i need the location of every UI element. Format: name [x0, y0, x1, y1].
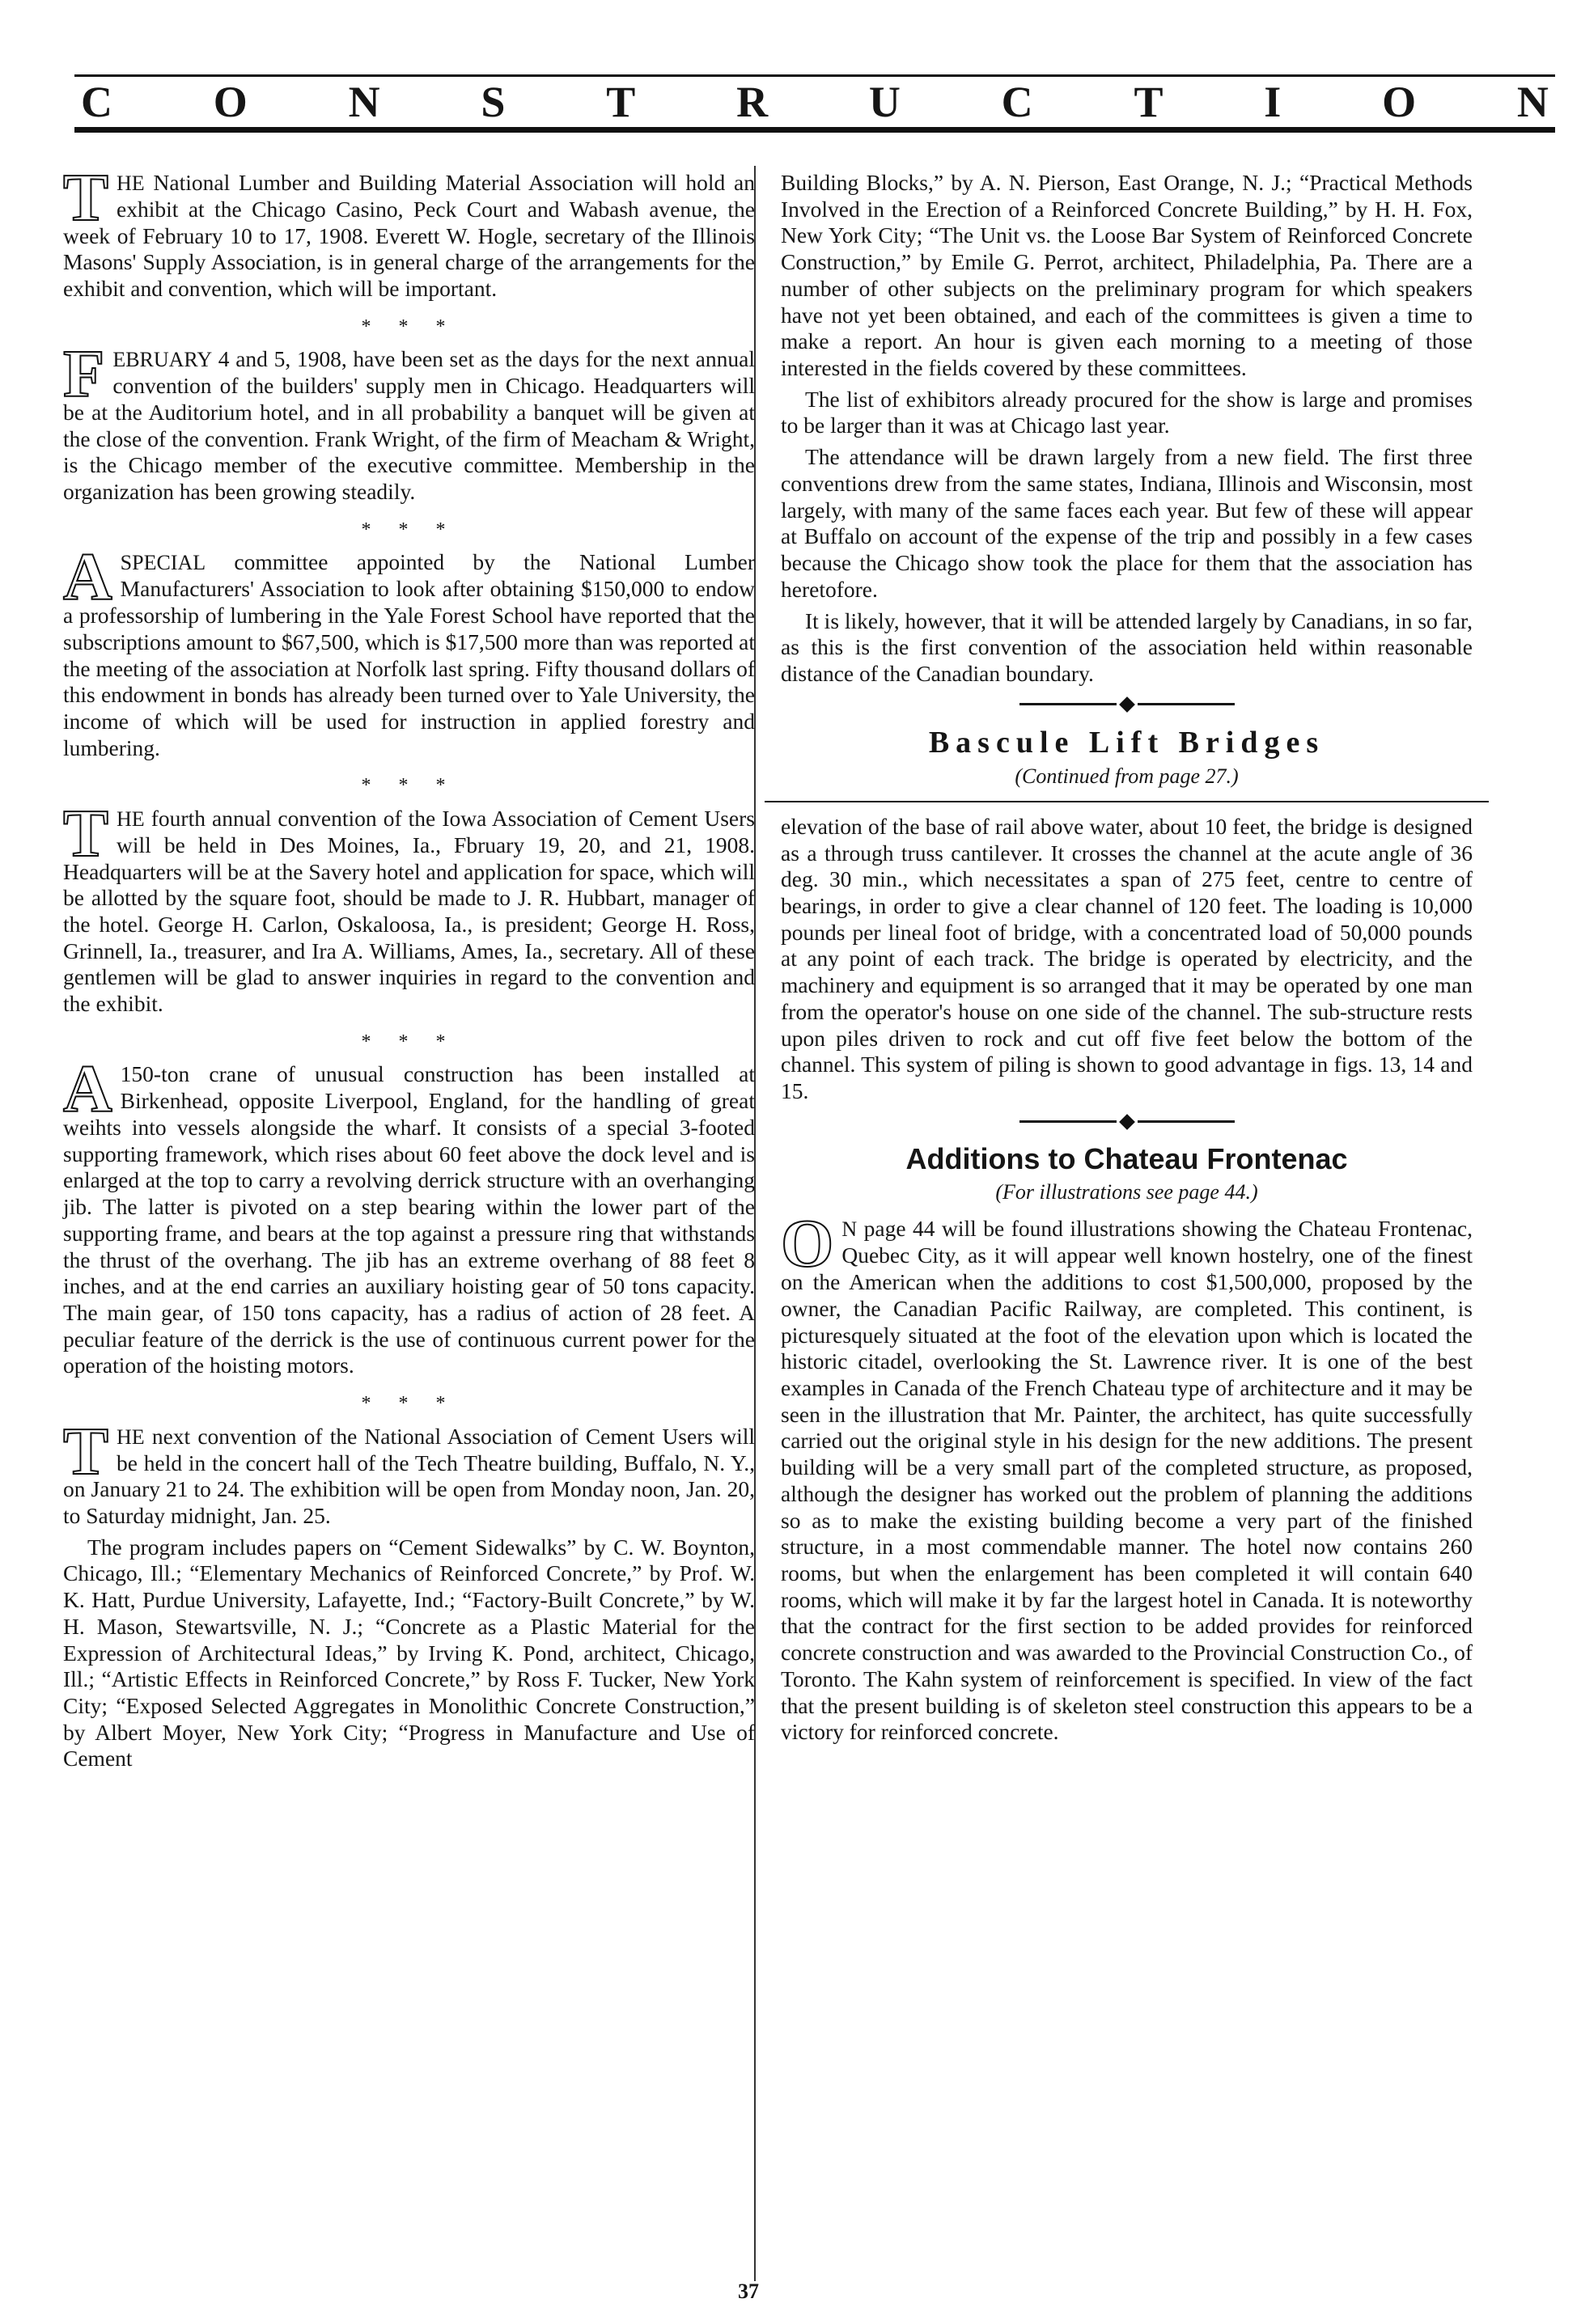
news-text: committee appointed by the National Lumber Manufacturers' Association to look after obtaining $150,000 to endow a professorship of lumbering in the Yale Forest School have reported that the subscriptions amount to $67,500, which is $17,500 more than was reported at the meeting of the association at Norfolk last spring. Fifty thousand dollars of this endowment in bonds has already been turned over to Yale University, the income of which will be used for instruction in applied forestry and lumbering.	[63, 549, 755, 760]
news-paragraph	[63, 540, 755, 761]
masthead-letter: N	[348, 78, 380, 126]
masthead-letter: C	[81, 78, 112, 126]
stars-separator: * * *	[361, 519, 457, 540]
article-body	[781, 1206, 1473, 1746]
section-subtitle: (For illustrations see page 44.)	[995, 1179, 1258, 1204]
ornament-divider	[781, 699, 1473, 710]
news-item	[63, 160, 755, 303]
section-title: Additions to Chateau Frontenac	[905, 1141, 1348, 1175]
news-text: National Lumber and Building Material Association will hold an exhibit at the Chicago Casino, Peck Court and Wabash avenue, the week of February 10 to 17, 1908. Everett W. Hogle, secretary of the Illinois Masons' Supply Association, is in general charge of the arrangements for the exhibit and convention, which will be important.	[63, 170, 755, 302]
article-paragraph: elevation of the base of rail above water, about 10 feet, the bridge is designed as a through truss cantilever. It crosses the channel at the acute angle of 36 deg. 30 min., which necessitates a span of 275 feet, centre to centre of bearings, in order to give a clear channel of 120 feet. The loading is 10,000 pounds per lineal foot of bridge, with a concentrated load of 50,000 pounds at any point of each track. The bridge is operated by electricity, and the machinery and equipment is so arranged that it may be operated by one man from the operator's house on one side of the channel. The sub-structure rests upon piles driven to rock and cut off five feet below the bottom of the channel. This system of piling is shown to good advantage in figs. 13, 14 and 15.	[781, 813, 1473, 1103]
ornament-divider	[781, 1116, 1473, 1128]
drop-cap: A	[63, 1052, 112, 1128]
lead-word: HE	[117, 1424, 145, 1449]
news-paragraph	[63, 1413, 755, 1530]
news-text: 150-ton crane of unusual construction has been installed at Birkenhead, opposite Liverpool, England, for the handling of great weihts into vessels alongside the wharf. It consists of a special 3-footed supporting framework, which rises about 60 feet above the dock level and is enlarged at the top to carry a revolving derrick structure with an overhanging jib. The latter is pivoted on a step bearing within the lower part of the supporting frame, and bears at the top against a pressure ring that withstands the thrust of the overhang. The jib has an extreme overhang of 88 feet 8 inches, and at the end carries an auxiliary hoisting gear of 50 tons capacity. The main gear, of 150 tons capacity, has a radius of action of 28 feet. A peculiar feature of the derrick is the use of continuous current power for the operation of the hoisting motors.	[63, 1061, 755, 1378]
article-text: page 44 will be found illustrations showing the Chateau Frontenac, Quebec City, as it will appear well known hostelry, one of the finest on the American when the additions to cost $1,500,000, proposed by the owner, the Canadian Pacific Railway, are completed. This continent, is picturesquely situated at the foot of the elevation upon which is located the historic citadel, overlooking the St. Lawrence river. It is one of the best examples in Canada of the French Chateau type of architecture and it may be seen in the illustration that Mr. Painter, the architect, has quite successfully carried out the original style in his design for the new additions. The present building will be a very small part of the completed structure, as proposed, although the designer has worked out the problem of planning the additions so as to make the existing building become a very part of the finished structure, in a most commendable manner. The hotel now contains 260 rooms, but when the enlargement has been completed it will contain 640 rooms, which will make it by far the largest hotel in Canada. It is noteworthy that the contract for the first section to be added provides for reinforced concrete construction and was awarded to the Provincial Construction Co., of Toronto. The Kahn system of reinforcement is specified. In view of the fact that the present building is of skeleton steel construction this appears to be a victory for reinforced concrete.	[781, 1216, 1473, 1745]
masthead-letter: U	[868, 78, 901, 126]
drop-cap: T	[63, 160, 109, 235]
stars-separator: * * *	[361, 1393, 457, 1415]
article-paragraph	[781, 1206, 1473, 1746]
drop-cap: A	[63, 540, 112, 616]
lead-word: HE	[117, 171, 145, 195]
stars-separator: * * *	[361, 315, 457, 337]
news-item	[63, 337, 755, 506]
masthead-letter: R	[736, 78, 769, 126]
page-number: 37	[738, 2280, 759, 2303]
masthead-title	[74, 77, 1555, 127]
section-subtitle: (Continued from page 27.)	[1015, 764, 1239, 788]
masthead-letter: T	[1134, 78, 1163, 126]
masthead-letter: N	[1516, 78, 1549, 126]
section-rule	[765, 801, 1489, 802]
masthead-letter: O	[213, 78, 248, 126]
right-column	[781, 170, 1473, 1759]
news-paragraph: The program includes papers on “Cement Sidewalks” by C. W. Boynton, Chicago, Ill.; “Elementary Mechanics of Reinforced Concrete,” by Prof. W. K. Hatt, Purdue University, Lafayette, Ind.; “Factory-Built Concrete,” by W. H. Mason, Stewartsville, N. J.; “Concrete as a Plastic Material for the Expression of Architectural Ideas,” by Irving K. Pond, architect, Chicago, Ill.; “Artistic Effects in Reinforced Concrete,” by Ross F. Tucker, New York City; “Exposed Selected Aggregates in Monolithic Concrete Construction,” by Albert Moyer, New York City; “Progress in Manufacture and Use of Cement	[63, 1534, 755, 1772]
drop-cap: T	[63, 1413, 109, 1489]
continued-paragraph: The attendance will be drawn largely from a new field. The first three conventions drew from the same states, Indiana, Illinois and Wisconsin, most largely, with many of the same faces each year. But few of these will appear at Buffalo on account of the expense of the trip and possibly in a few cases because the Chicago show took the place for them that the association has heretofore.	[781, 444, 1473, 602]
news-item	[63, 1413, 755, 1773]
news-paragraph	[63, 337, 755, 506]
continued-paragraph: The list of exhibitors already procured for the show is large and promises to be larger than it was at Chicago last year.	[781, 386, 1473, 438]
lead-word: N	[841, 1217, 858, 1242]
masthead	[74, 74, 1555, 133]
masthead-letter: I	[1264, 78, 1282, 126]
diamond-icon	[1119, 696, 1135, 713]
continued-paragraph: Building Blocks,” by A. N. Pierson, East Orange, N. J.; “Practical Methods Involved in the Erection of a Reinforced Concrete Building,” by H. H. Fox, New York City; “The Unit vs. the Loose Bar System of Reinforced Concrete Construction,” by Emile G. Perrot, architect, Philadelphia, Pa. There are a number of other subjects on the preliminary program for which speakers have not yet been obtained, and each of the committees is given a time to make a report. An hour is given each morning to a meeting of those interested in the fields covered by these committees.	[781, 170, 1473, 381]
news-text: 4 and 5, 1908, have been set as the days for the next annual convention of the builders' supply men in Chicago. Headquarters will be at the Auditorium hotel, and in all probability a banquet will be given at the close of the convention. Frank Wright, of the firm of Meacham & Wright, is the Chicago member of the executive committee. Membership in the organization has been growing steadily.	[63, 346, 755, 505]
news-paragraph	[63, 1052, 755, 1379]
left-column	[63, 160, 755, 1785]
news-paragraph	[63, 795, 755, 1018]
lead-word: SPECIAL	[120, 551, 206, 575]
news-item	[63, 795, 755, 1018]
drop-cap: T	[63, 795, 109, 871]
news-item	[63, 540, 755, 761]
stars-separator: * * *	[361, 1031, 457, 1052]
masthead-letter: T	[606, 78, 636, 126]
news-text: fourth annual convention of the Iowa Association of Cement Users will be held in Des Moines, Ia., Fbruary 19, 20, and 21, 1908. Headquarters will be at the Savery hotel and application for space, which will be allotted by the square foot, should be made to J. R. Hubbart, manager of the hotel. George H. Carlon, Oskaloosa, Ia., is president; George H. Ross, Grinnell, Ia., treasurer, and Ira A. Williams, Ames, Ia., secretary. All of these gentlemen will be glad to answer inquiries in regard to the convention and the exhibit.	[63, 805, 755, 1017]
drop-cap: F	[63, 337, 105, 413]
diamond-icon	[1119, 1114, 1135, 1130]
section-title: Bascule Lift Bridges	[928, 725, 1325, 760]
news-text: next convention of the National Association of Cement Users will be held in the concert hall of the Tech Theatre building, Buffalo, N. Y., on January 21 to 24. The exhibition will be open from Monday noon, Jan. 20, to Saturday midnight, Jan. 25.	[63, 1423, 755, 1529]
masthead-letter: C	[1001, 78, 1033, 126]
masthead-letter: S	[481, 78, 506, 126]
masthead-bottom-rule	[74, 127, 1555, 133]
stars-separator: * * *	[361, 775, 457, 797]
news-paragraph	[63, 160, 755, 303]
masthead-letter: O	[1382, 78, 1417, 126]
news-item	[63, 1052, 755, 1379]
lead-word: HE	[117, 806, 145, 831]
drop-cap: O	[781, 1206, 834, 1282]
continued-paragraph: It is likely, however, that it will be attended largely by Canadians, in so far, as this is the first convention of the association held within reasonable distance of the Canadian boundary.	[781, 607, 1473, 686]
lead-word: EBRUARY	[112, 348, 213, 372]
